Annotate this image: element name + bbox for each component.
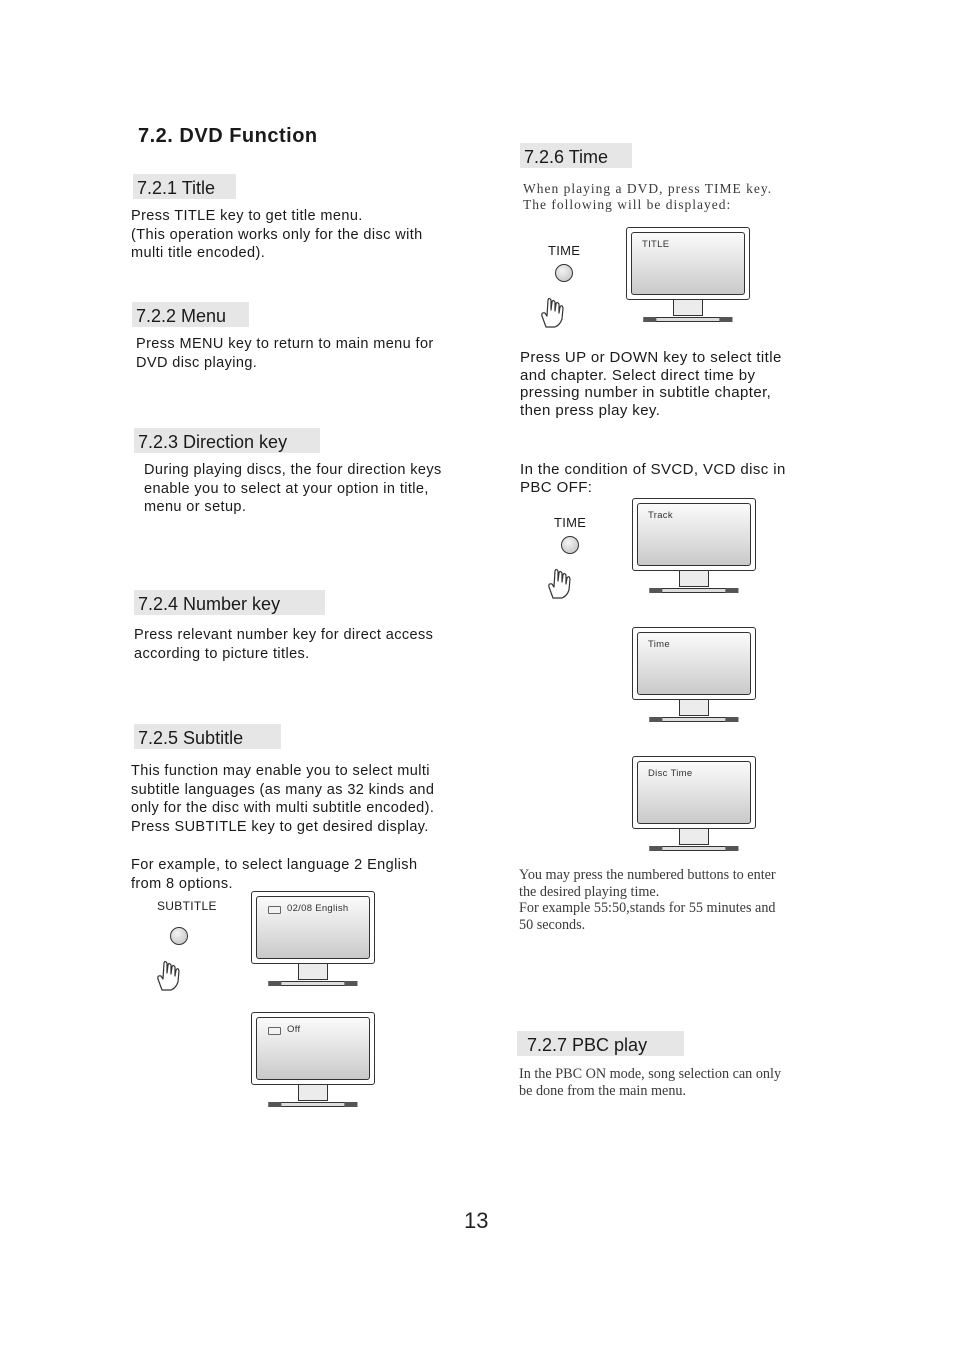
- tv-monitor-title: [626, 227, 750, 325]
- time-remote-button: [555, 264, 573, 282]
- time-svcd-text: In the condition of SVCD, VCD disc in PBC OFF:: [520, 461, 786, 496]
- tv-monitor-track: [632, 498, 756, 596]
- pressing-hand-icon: [154, 955, 184, 991]
- screen-text: 02/08 English: [287, 903, 349, 914]
- pressing-hand-icon: [538, 292, 568, 328]
- page-title: 7.2. DVD Function: [138, 125, 318, 147]
- pbc-play-text: In the PBC ON mode, song selection can only be done from the main menu.: [519, 1066, 782, 1099]
- section-heading-time: 7.2.6 Time: [520, 143, 632, 168]
- screen-text: Track: [648, 510, 673, 521]
- subtitle-remote-button: [170, 927, 188, 945]
- tv-monitor-subtitle-english: [251, 891, 375, 989]
- page-number: 13: [464, 1208, 489, 1233]
- section-heading-menu: 7.2.2 Menu: [132, 302, 249, 327]
- time-remote-button-2: [561, 536, 579, 554]
- time-button-label-2: TIME: [554, 515, 587, 530]
- time-select-text: Press UP or DOWN key to select title and chapter. Select direct time by pressing number in subtitle chapter, then press play key.: [520, 349, 782, 419]
- pressing-hand-icon: [545, 563, 575, 599]
- time-button-label: TIME: [548, 243, 581, 258]
- subtitle-icon: [268, 1027, 281, 1035]
- time-note-text: You may press the numbered buttons to enter the desired playing time. For example 55:50,stands for 55 minutes and 50 seconds.: [519, 867, 776, 933]
- screen-text: TITLE: [642, 239, 670, 250]
- screen-text: Disc Time: [648, 768, 693, 779]
- screen-text: Off: [287, 1024, 301, 1035]
- tv-monitor-disc-time: [632, 756, 756, 854]
- subtitle-button-label: SUBTITLE: [157, 899, 217, 913]
- subtitle-icon: [268, 906, 281, 914]
- screen-text: Time: [648, 639, 670, 650]
- section-heading-direction-key: 7.2.3 Direction key: [134, 428, 320, 453]
- time-intro-text: When playing a DVD, press TIME key. The following will be displayed:: [523, 181, 773, 212]
- tv-monitor-subtitle-off: [251, 1012, 375, 1110]
- section-text-title: Press TITLE key to get title menu. (This operation works only for the disc with multi title encoded).: [131, 208, 423, 262]
- section-text-menu: Press MENU key to return to main menu for DVD disc playing.: [136, 336, 434, 371]
- tv-monitor-time: [632, 627, 756, 725]
- section-text-direction-key: During playing discs, the four direction keys enable you to select at your option in title, menu or setup.: [144, 462, 442, 516]
- section-heading-number-key: 7.2.4 Number key: [134, 590, 325, 615]
- section-heading-subtitle: 7.2.5 Subtitle: [134, 724, 281, 749]
- subtitle-example-text: For example, to select language 2 English from 8 options.: [131, 857, 418, 892]
- section-text-subtitle: This function may enable you to select multi subtitle languages (as many as 32 kinds and only for the disc with multi subtitle encoded). Press SUBTITLE key to get desired display.: [131, 763, 435, 835]
- section-heading-title: 7.2.1 Title: [133, 174, 236, 199]
- section-heading-pbc-play: 7.2.7 PBC play: [517, 1031, 684, 1056]
- section-text-number-key: Press relevant number key for direct access according to picture titles.: [134, 627, 434, 662]
